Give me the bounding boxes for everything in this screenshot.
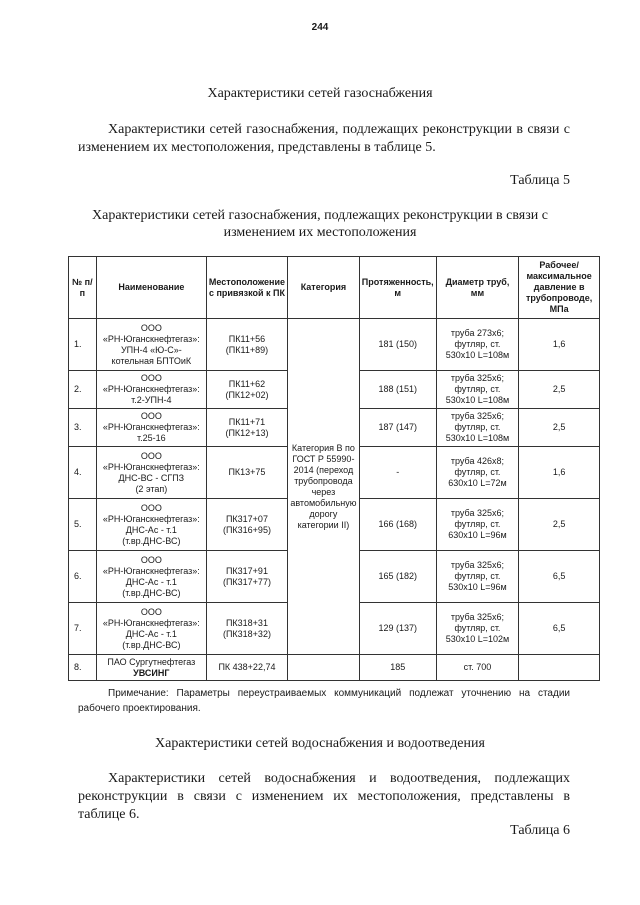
name-line: УПН-4 «Ю-С»- [120, 344, 182, 355]
location-line: (ПК12+13) [225, 427, 269, 438]
cell-location [206, 551, 287, 603]
diameter-line: футляр, ст. [454, 467, 501, 477]
cell-diameter: ст. 700 [436, 655, 519, 681]
header-length: Протяженность, м [359, 257, 436, 319]
header-diameter: Диаметр труб, мм [436, 257, 519, 319]
name-line: ДНС-ВС - СГПЗ [118, 472, 185, 483]
diameter-line: футляр, ст. [454, 422, 501, 432]
section2-intro: Характеристики сетей водоснабжения и водоотведения, подлежащих реконструкции в связи с изменением их местоположения, представлены в таблице 6. [78, 771, 570, 822]
name-line: «РН-Юганскнефтегаз»: [102, 384, 200, 394]
cell-length: - [359, 447, 436, 499]
location-line: (ПК12+02) [225, 389, 269, 400]
cell-pressure: 6,5 [519, 603, 600, 655]
diameter-line: труба 325х6; [450, 560, 504, 570]
diameter-line: труба 325х6; [450, 411, 504, 421]
cell-name [96, 499, 206, 551]
name-line: ДНС-Ас - т.1 [125, 576, 177, 587]
cell-length: 185 [359, 655, 436, 681]
header-pressure: Рабочее/ максимальное давление в трубопроводе, МПа [519, 257, 600, 319]
diameter-line: труба 325х6; [450, 373, 504, 383]
name-line: (т.вр.ДНС-ВС) [122, 535, 181, 546]
name-line: (2 этап) [135, 483, 168, 494]
location-line: (ПК316+95) [222, 524, 271, 535]
cell-num: 3. [69, 409, 97, 447]
cell-length: 129 (137) [359, 603, 436, 655]
table5-title-line1: Характеристики сетей газоснабжения, подлежащих реконструкции в связи с [92, 208, 548, 223]
diameter-line: 630х10 L=96м [448, 530, 507, 540]
name-line: ООО [140, 606, 162, 617]
cell-length: 187 (147) [359, 409, 436, 447]
cell-category: Категория В по ГОСТ Р 55990-2014 (переход трубопровода через автомобильную дорогу категории II) [288, 319, 360, 655]
table-header-row [69, 257, 600, 319]
diameter-line: труба 426х8; [450, 456, 504, 466]
cell-location [206, 603, 287, 655]
name-line: «РН-Юганскнефтегаз»: [102, 565, 200, 576]
location-line: (ПК11+89) [225, 344, 269, 355]
cell-location [206, 371, 287, 409]
diameter-line: 530х10 L=108м [445, 350, 510, 360]
name-line: «РН-Юганскнефтегаз»: [102, 461, 200, 472]
header-category: Категория [288, 257, 360, 319]
cell-diameter [436, 551, 519, 603]
cell-diameter [436, 319, 519, 371]
location-line: (ПК317+77) [222, 576, 271, 587]
cell-diameter [436, 447, 519, 499]
cell-name [96, 319, 206, 371]
gas-networks-table [68, 256, 600, 681]
location-line: ПК317+91 [225, 565, 268, 576]
cell-location [206, 447, 287, 499]
table5-title-line2: изменением их местоположения [223, 225, 417, 240]
table-note: Примечание: Параметры переустраиваемых коммуникаций подлежат уточнению на стадии рабочего проектирования. [78, 688, 570, 714]
name-line: (т.вр.ДНС-ВС) [122, 639, 181, 650]
cell-num: 5. [69, 499, 97, 551]
name-line: «РН-Юганскнефтегаз»: [102, 513, 200, 524]
header-num: № п/п [69, 257, 97, 319]
name-line: (т.вр.ДНС-ВС) [122, 587, 181, 598]
cell-pressure: 2,5 [519, 409, 600, 447]
cell-location [206, 499, 287, 551]
name-line: «РН-Юганскнефтегаз»: [102, 333, 200, 344]
diameter-line: труба 273х6; [450, 328, 504, 338]
cell-pressure: 6,5 [519, 551, 600, 603]
cell-name [96, 371, 206, 409]
diameter-line: 530х10 L=102м [445, 634, 510, 644]
cell-num: 6. [69, 551, 97, 603]
name-line: ООО [140, 450, 162, 461]
location-line: ПК317+07 [225, 513, 268, 524]
cell-length: 181 (150) [359, 319, 436, 371]
name-line: ООО [140, 322, 162, 333]
cell-num: 8. [69, 655, 97, 681]
table5-label: Таблица 5 [510, 173, 570, 188]
cell-diameter [436, 603, 519, 655]
name-line: УВСИНГ [133, 667, 170, 678]
location-line: ПК11+62 [228, 378, 266, 389]
diameter-line: футляр, ст. [454, 339, 501, 349]
name-line: т.2-УПН-4 [131, 395, 172, 405]
name-line: ООО [140, 502, 162, 513]
cell-category [288, 655, 360, 681]
diameter-line: футляр, ст. [454, 519, 501, 529]
location-line: ПК318+31 [225, 617, 268, 628]
cell-diameter [436, 499, 519, 551]
location-line: ПК11+71 [228, 416, 266, 427]
table5-title [70, 207, 570, 241]
name-line: т.25-16 [137, 433, 166, 443]
table6-label: Таблица 6 [510, 823, 570, 838]
cell-num: 4. [69, 447, 97, 499]
header-location: Местоположение с привязкой к ПК [206, 257, 287, 319]
cell-length: 166 (168) [359, 499, 436, 551]
diameter-line: футляр, ст. [454, 623, 501, 633]
diameter-line: труба 325х6; [450, 508, 504, 518]
name-line: ДНС-Ас - т.1 [125, 628, 177, 639]
diameter-line: футляр, ст. [454, 384, 501, 394]
cell-length: 165 (182) [359, 551, 436, 603]
cell-name [96, 603, 206, 655]
diameter-line: 630х10 L=72м [448, 478, 507, 488]
cell-diameter [436, 371, 519, 409]
name-line: «РН-Юганскнефтегаз»: [102, 617, 200, 628]
cell-location [206, 409, 287, 447]
cell-location: ПК 438+22,74 [206, 655, 287, 681]
cell-pressure: 2,5 [519, 499, 600, 551]
cell-name [96, 655, 206, 681]
name-line: ДНС-Ас - т.1 [125, 524, 177, 535]
section1-title: Характеристики сетей газоснабжения [207, 86, 433, 101]
table-row [69, 655, 600, 681]
name-line: ООО [140, 373, 162, 383]
name-line: котельная БПТОиК [111, 355, 192, 366]
location-line: ПК13+75 [228, 467, 266, 477]
cell-name [96, 409, 206, 447]
cell-name [96, 447, 206, 499]
section1-intro: Характеристики сетей газоснабжения, подлежащих реконструкции в связи с изменением их местоположения, представлены в таблице 5. [78, 122, 570, 155]
header-name: Наименование [96, 257, 206, 319]
diameter-line: труба 325х6; [450, 612, 504, 622]
cell-num: 7. [69, 603, 97, 655]
cell-diameter [436, 409, 519, 447]
cell-pressure: 1,6 [519, 319, 600, 371]
cell-location [206, 319, 287, 371]
page-number: 244 [311, 22, 329, 33]
cell-pressure: 1,6 [519, 447, 600, 499]
cell-name [96, 551, 206, 603]
diameter-line: 530х10 L=108м [445, 395, 510, 405]
name-line: ООО [140, 554, 162, 565]
cell-num: 2. [69, 371, 97, 409]
section2-title: Характеристики сетей водоснабжения и водоотведения [155, 736, 485, 751]
location-line: (ПК318+32) [222, 628, 271, 639]
diameter-line: 530х10 L=108м [445, 433, 510, 443]
name-line: ПАО Сургутнефтегаз [107, 656, 196, 667]
cell-pressure [519, 655, 600, 681]
cell-num: 1. [69, 319, 97, 371]
cell-length: 188 (151) [359, 371, 436, 409]
cell-pressure: 2,5 [519, 371, 600, 409]
name-line: ООО [140, 411, 162, 421]
diameter-line: 530х10 L=96м [448, 582, 507, 592]
diameter-line: футляр, ст. [454, 571, 501, 581]
location-line: ПК11+56 [228, 333, 266, 344]
name-line: «РН-Юганскнефтегаз»: [102, 422, 200, 432]
table-row [69, 319, 600, 371]
